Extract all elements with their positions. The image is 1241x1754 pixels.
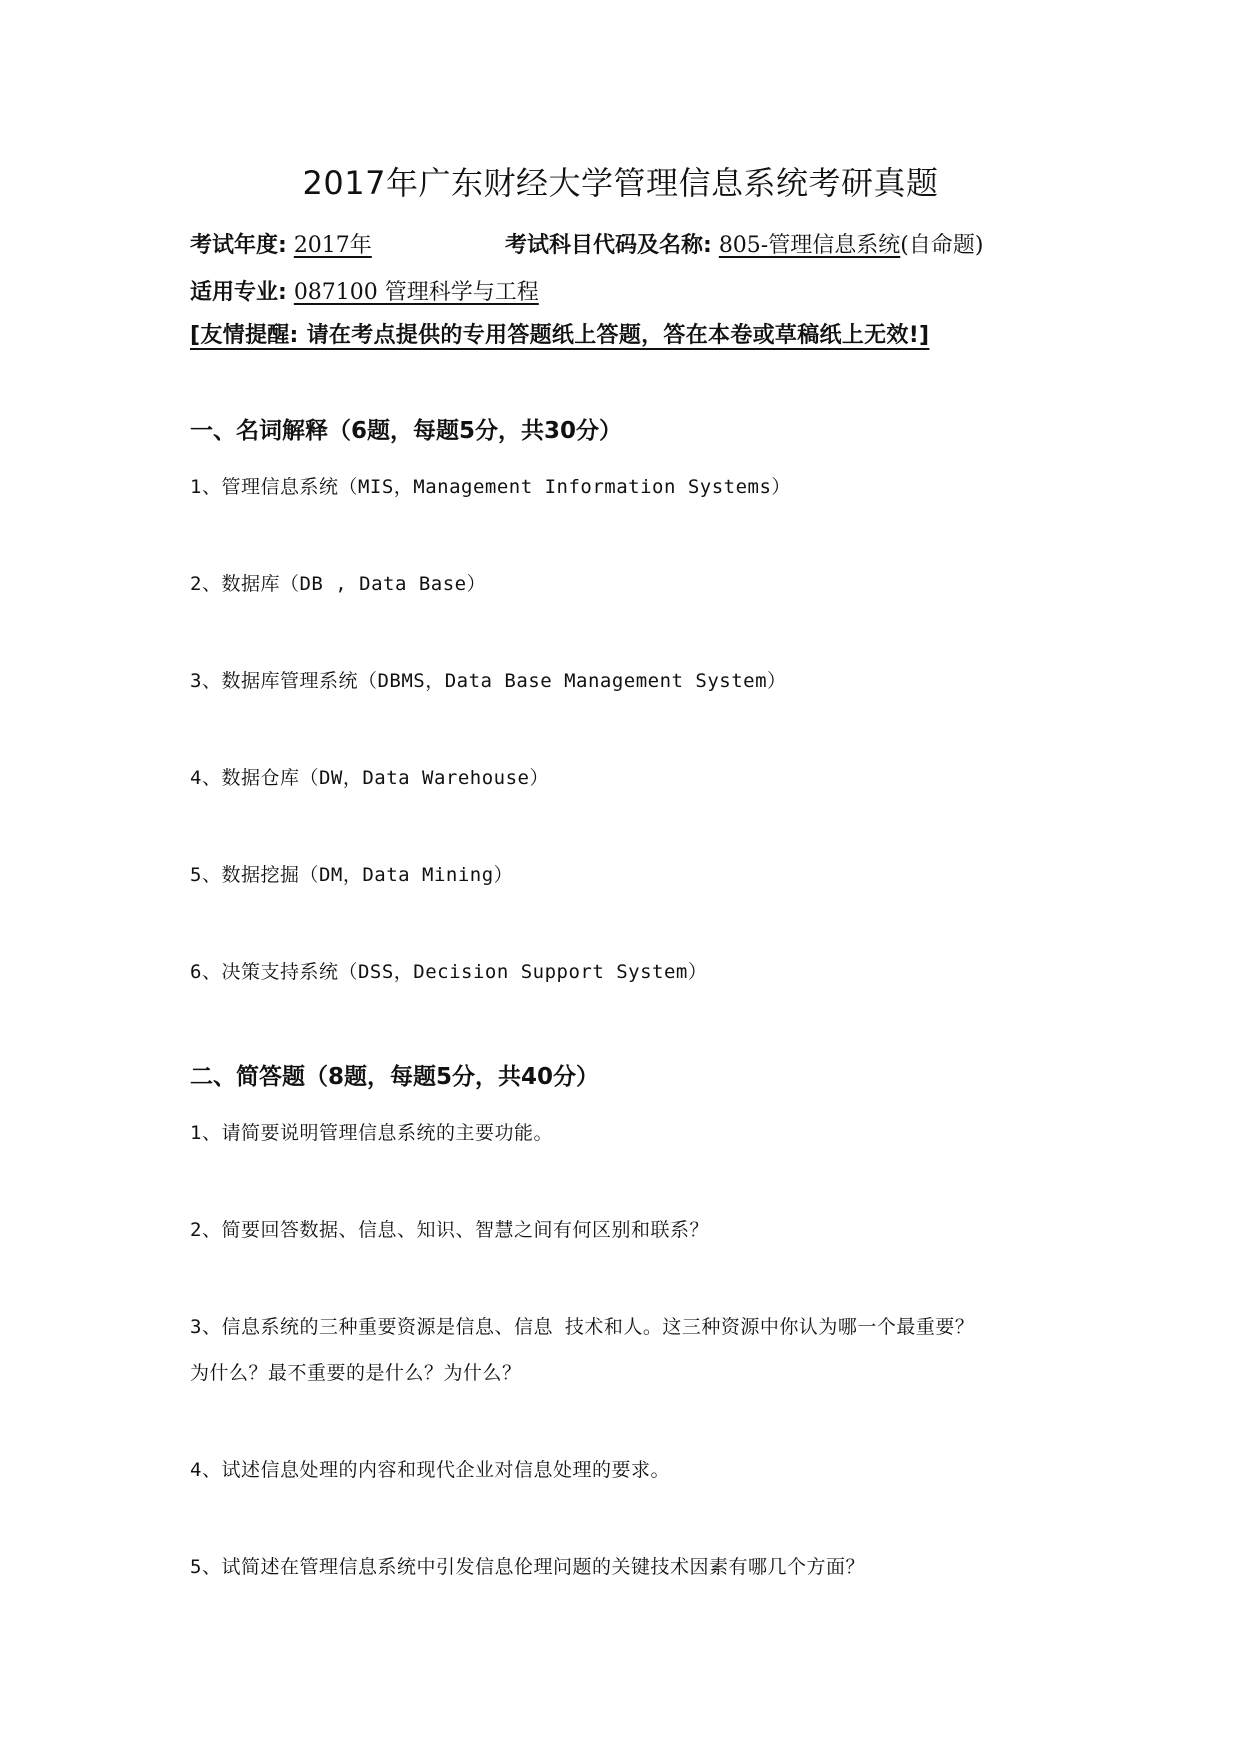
section-2-item: 5、试简述在管理信息系统中引发信息伦理问题的关键技术因素有哪几个方面？ bbox=[190, 1556, 865, 1578]
section-2-item: 4、试述信息处理的内容和现代企业对信息处理的要求。 bbox=[190, 1459, 670, 1481]
section-2-heading: 二、简答题（8题，每题5分，共40分） bbox=[190, 1064, 600, 1090]
major-value: 087100 管理科学与工程 bbox=[293, 280, 539, 305]
section-2-item-continuation: 为什么？最不重要的是什么？为什么？ bbox=[190, 1362, 522, 1384]
subject-suffix: (自命题) bbox=[900, 233, 984, 258]
subject-line bbox=[505, 228, 983, 259]
section-1-heading: 一、名词解释（6题，每题5分，共30分） bbox=[190, 418, 623, 444]
reminder-notice: [友情提醒: 请在考点提供的专用答题纸上答题，答在本卷或草稿纸上无效!] bbox=[190, 323, 930, 348]
major-label: 适用专业: bbox=[190, 280, 287, 305]
exam-year-line bbox=[190, 228, 372, 259]
subject-label: 考试科目代码及名称: bbox=[505, 233, 712, 258]
section-2-item: 1、请简要说明管理信息系统的主要功能。 bbox=[190, 1122, 553, 1144]
page-title: 2017年广东财经大学管理信息系统考研真题 bbox=[302, 164, 939, 202]
major-line bbox=[190, 275, 539, 306]
section-1-item: 4、数据仓库（DW，Data Warehouse） bbox=[190, 767, 549, 789]
section-2-item: 3、信息系统的三种重要资源是信息、信息 技术和人。这三种资源中你认为哪一个最重要？ bbox=[190, 1316, 975, 1338]
subject-value: 805-管理信息系统 bbox=[718, 233, 901, 258]
section-1-item: 3、数据库管理系统（DBMS，Data Base Management System） bbox=[190, 670, 787, 692]
section-1-item: 2、数据库（DB , Data Base） bbox=[190, 573, 487, 595]
section-1-item: 1、管理信息系统（MIS，Management Information Systems） bbox=[190, 476, 791, 498]
exam-year-label: 考试年度: bbox=[190, 233, 287, 258]
exam-year-value: 2017年 bbox=[293, 233, 372, 258]
section-2-item: 2、简要回答数据、信息、知识、智慧之间有何区别和联系？ bbox=[190, 1219, 709, 1241]
section-1-item: 5、数据挖掘（DM，Data Mining） bbox=[190, 864, 514, 886]
section-1-item: 6、决策支持系统（DSS，Decision Support System） bbox=[190, 961, 708, 983]
